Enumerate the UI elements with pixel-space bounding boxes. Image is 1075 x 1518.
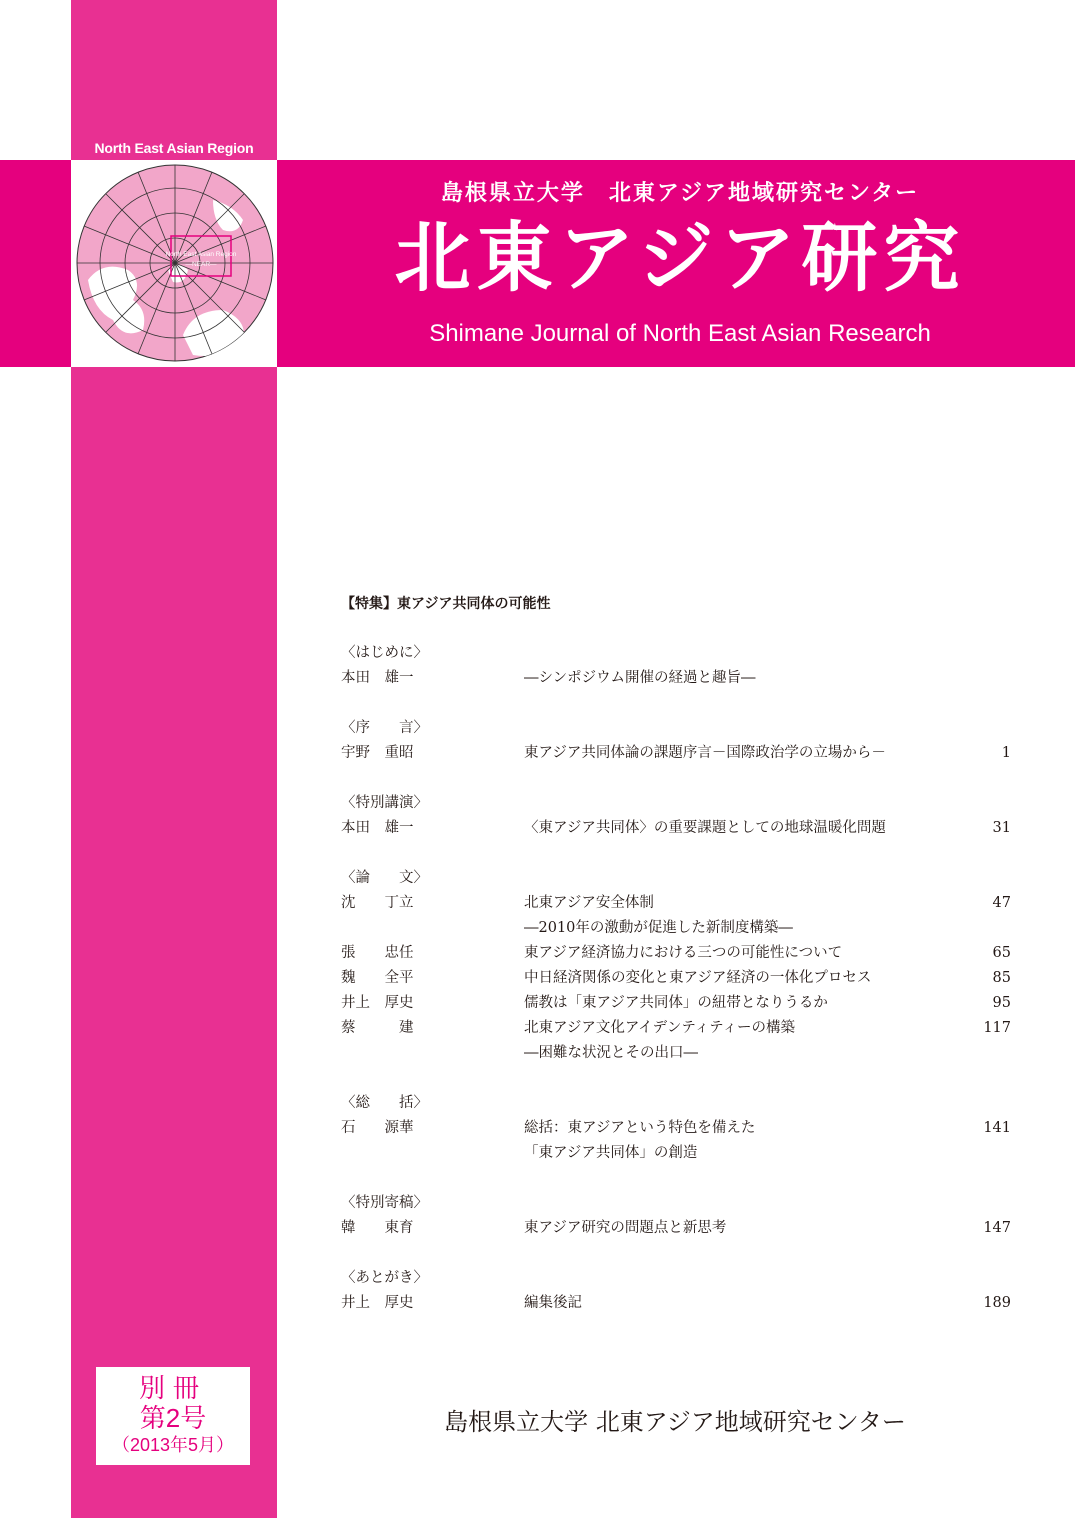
toc-author: 韓 東育 bbox=[341, 1220, 414, 1236]
toc-section bbox=[341, 791, 1011, 841]
toc-article-title: 東アジア経済協力における三つの可能性について bbox=[524, 945, 843, 961]
toc-article-title: 東アジア共同体論の課題序言－国際政治学の立場から－ bbox=[524, 745, 886, 761]
special-feature-heading: 【特集】東アジア共同体の可能性 bbox=[341, 596, 551, 612]
toc-row bbox=[341, 1141, 1011, 1166]
toc-page-number: 147 bbox=[983, 1220, 1011, 1236]
institute-line: 島根県立大学 北東アジア地域研究センター bbox=[440, 180, 920, 206]
toc-article-title: 「東アジア共同体」の創造 bbox=[524, 1145, 698, 1161]
issue-badge-number: 第2号 bbox=[139, 1403, 207, 1433]
toc-author: 石 源華 bbox=[341, 1120, 414, 1136]
toc-page-number: 117 bbox=[983, 1020, 1011, 1036]
toc-article-title: 儒教は「東アジア共同体」の紐帯となりうるか bbox=[524, 995, 828, 1011]
toc-article-title: 北東アジア文化アイデンティティーの構築 bbox=[524, 1020, 796, 1036]
toc-article-title: 編集後記 bbox=[524, 1295, 582, 1311]
toc-row bbox=[341, 816, 1011, 841]
toc-page-number: 189 bbox=[983, 1295, 1011, 1311]
journal-subtitle-en: Shimane Journal of North East Asian Research bbox=[429, 320, 931, 347]
toc-article-title: 中日経済関係の変化と東アジア経済の一体化プロセス bbox=[524, 970, 872, 986]
toc-row bbox=[341, 1116, 1011, 1141]
toc-article-title: ―シンポジウム開催の経過と趣旨― bbox=[524, 670, 756, 686]
toc-row bbox=[341, 941, 1011, 966]
toc-article-title: 〈東アジア共同体〉の重要課題としての地球温暖化問題 bbox=[524, 820, 886, 836]
toc-row bbox=[341, 966, 1011, 991]
toc-article-title: ―2010年の激動が促進した新制度構築― bbox=[524, 920, 793, 936]
toc-section-heading: 〈序 言〉 bbox=[341, 720, 428, 736]
toc-row bbox=[341, 741, 1011, 766]
toc-section-heading: 〈総 括〉 bbox=[341, 1095, 428, 1111]
toc-page-number: 47 bbox=[992, 895, 1011, 911]
journal-title: 北東アジア研究 bbox=[394, 213, 966, 302]
issue-badge bbox=[96, 1367, 250, 1465]
toc-row bbox=[341, 1041, 1011, 1066]
toc-author: 魏 全平 bbox=[341, 970, 414, 986]
toc-section-heading: 〈あとがき〉 bbox=[341, 1270, 428, 1286]
toc-row bbox=[341, 916, 1011, 941]
toc-author: 宇野 重昭 bbox=[341, 745, 414, 761]
toc-article-title: 北東アジア安全体制 bbox=[524, 895, 654, 911]
toc-section-heading: 〈はじめに〉 bbox=[341, 645, 428, 661]
issue-badge-supplement: 別冊 bbox=[138, 1373, 207, 1403]
toc-section-heading: 〈論 文〉 bbox=[341, 870, 428, 886]
globe-label: North East Asian Region bbox=[165, 251, 237, 258]
toc-page-number: 1 bbox=[1001, 745, 1011, 761]
toc-section bbox=[341, 716, 1011, 766]
toc-page-number: 31 bbox=[992, 820, 1011, 836]
toc-page-number: 95 bbox=[992, 995, 1011, 1011]
toc-author: 蔡 建 bbox=[341, 1020, 414, 1036]
issue-badge-date: （2013年5月） bbox=[111, 1435, 235, 1455]
toc-author: 井上 厚史 bbox=[341, 995, 414, 1011]
toc-section bbox=[341, 1266, 1011, 1316]
toc-section bbox=[341, 641, 1011, 691]
toc-author: 本田 雄一 bbox=[341, 820, 414, 836]
region-label: North East Asian Region bbox=[94, 140, 254, 156]
toc-article-title: ―困難な状況とその出口― bbox=[524, 1045, 698, 1061]
toc-article-title: 総括：東アジアという特色を備えた bbox=[524, 1120, 756, 1136]
toc-section bbox=[341, 1091, 1011, 1166]
globe-sublabel: —NEAR— bbox=[185, 261, 217, 268]
toc-row bbox=[341, 1216, 1011, 1241]
toc-section-heading: 〈特別寄稿〉 bbox=[341, 1195, 428, 1211]
toc-row bbox=[341, 891, 1011, 916]
toc-author: 張 忠任 bbox=[341, 945, 414, 961]
toc-row bbox=[341, 1016, 1011, 1041]
table-of-contents bbox=[341, 641, 1011, 1341]
toc-author: 井上 厚史 bbox=[341, 1295, 414, 1311]
toc-row bbox=[341, 991, 1011, 1016]
toc-author: 本田 雄一 bbox=[341, 670, 414, 686]
toc-section-heading: 〈特別講演〉 bbox=[341, 795, 428, 811]
globe-logo-icon bbox=[73, 160, 277, 364]
toc-page-number: 85 bbox=[992, 970, 1011, 986]
toc-row bbox=[341, 1291, 1011, 1316]
toc-page-number: 141 bbox=[983, 1120, 1011, 1136]
toc-article-title: 東アジア研究の問題点と新思考 bbox=[524, 1220, 727, 1236]
toc-section bbox=[341, 1191, 1011, 1241]
toc-row bbox=[341, 666, 1011, 691]
toc-section bbox=[341, 866, 1011, 1066]
publisher-name: 島根県立大学 北東アジア地域研究センター bbox=[444, 1408, 906, 1436]
toc-author: 沈 丁立 bbox=[341, 895, 414, 911]
toc-page-number: 65 bbox=[992, 945, 1011, 961]
